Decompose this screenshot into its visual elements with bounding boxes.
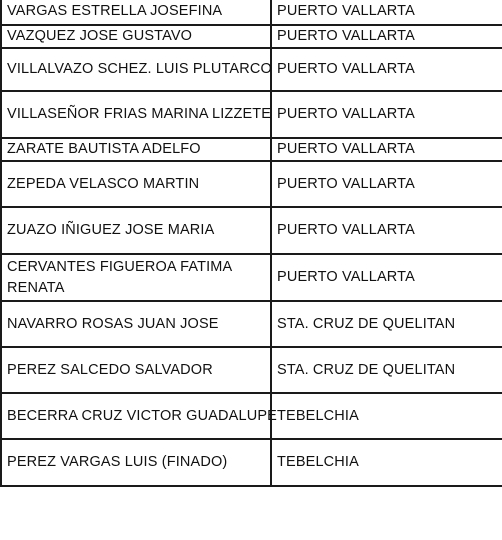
name-cell: VAZQUEZ JOSE GUSTAVO	[1, 25, 271, 48]
name-cell: BECERRA CRUZ VICTOR GUADALUPE	[1, 393, 271, 439]
name-cell: PEREZ VARGAS LUIS (FINADO)	[1, 439, 271, 486]
place-cell: TEBELCHIA	[271, 393, 502, 439]
place-cell: PUERTO VALLARTA	[271, 207, 502, 254]
table-row	[1, 439, 502, 486]
place-cell: PUERTO VALLARTA	[271, 254, 502, 301]
place-cell: PUERTO VALLARTA	[271, 25, 502, 48]
table-row	[1, 138, 502, 161]
place-cell: STA. CRUZ DE QUELITAN	[271, 301, 502, 347]
place-cell: PUERTO VALLARTA	[271, 138, 502, 161]
place-cell: STA. CRUZ DE QUELITAN	[271, 347, 502, 393]
place-cell: PUERTO VALLARTA	[271, 161, 502, 207]
name-cell: VILLASEÑOR FRIAS MARINA LIZZETE	[1, 91, 271, 138]
table-row	[1, 0, 502, 25]
place-cell: PUERTO VALLARTA	[271, 91, 502, 138]
table-row	[1, 25, 502, 48]
name-cell: ZUAZO IÑIGUEZ JOSE MARIA	[1, 207, 271, 254]
name-cell: CERVANTES FIGUEROA FATIMA RENATA	[1, 254, 271, 301]
name-cell: ZEPEDA VELASCO MARTIN	[1, 161, 271, 207]
table-row	[1, 301, 502, 347]
table-row	[1, 207, 502, 254]
table-row	[1, 347, 502, 393]
table-row	[1, 393, 502, 439]
name-cell: PEREZ SALCEDO SALVADOR	[1, 347, 271, 393]
name-cell: VILLALVAZO SCHEZ. LUIS PLUTARCO	[1, 48, 271, 91]
table-row	[1, 254, 502, 301]
name-cell: ZARATE BAUTISTA ADELFO	[1, 138, 271, 161]
table-row	[1, 161, 502, 207]
table-row	[1, 91, 502, 138]
place-cell: TEBELCHIA	[271, 439, 502, 486]
place-cell: PUERTO VALLARTA	[271, 0, 502, 25]
name-cell: VARGAS ESTRELLA JOSEFINA	[1, 0, 271, 25]
table-row	[1, 48, 502, 91]
name-cell: NAVARRO ROSAS JUAN JOSE	[1, 301, 271, 347]
place-cell: PUERTO VALLARTA	[271, 48, 502, 91]
